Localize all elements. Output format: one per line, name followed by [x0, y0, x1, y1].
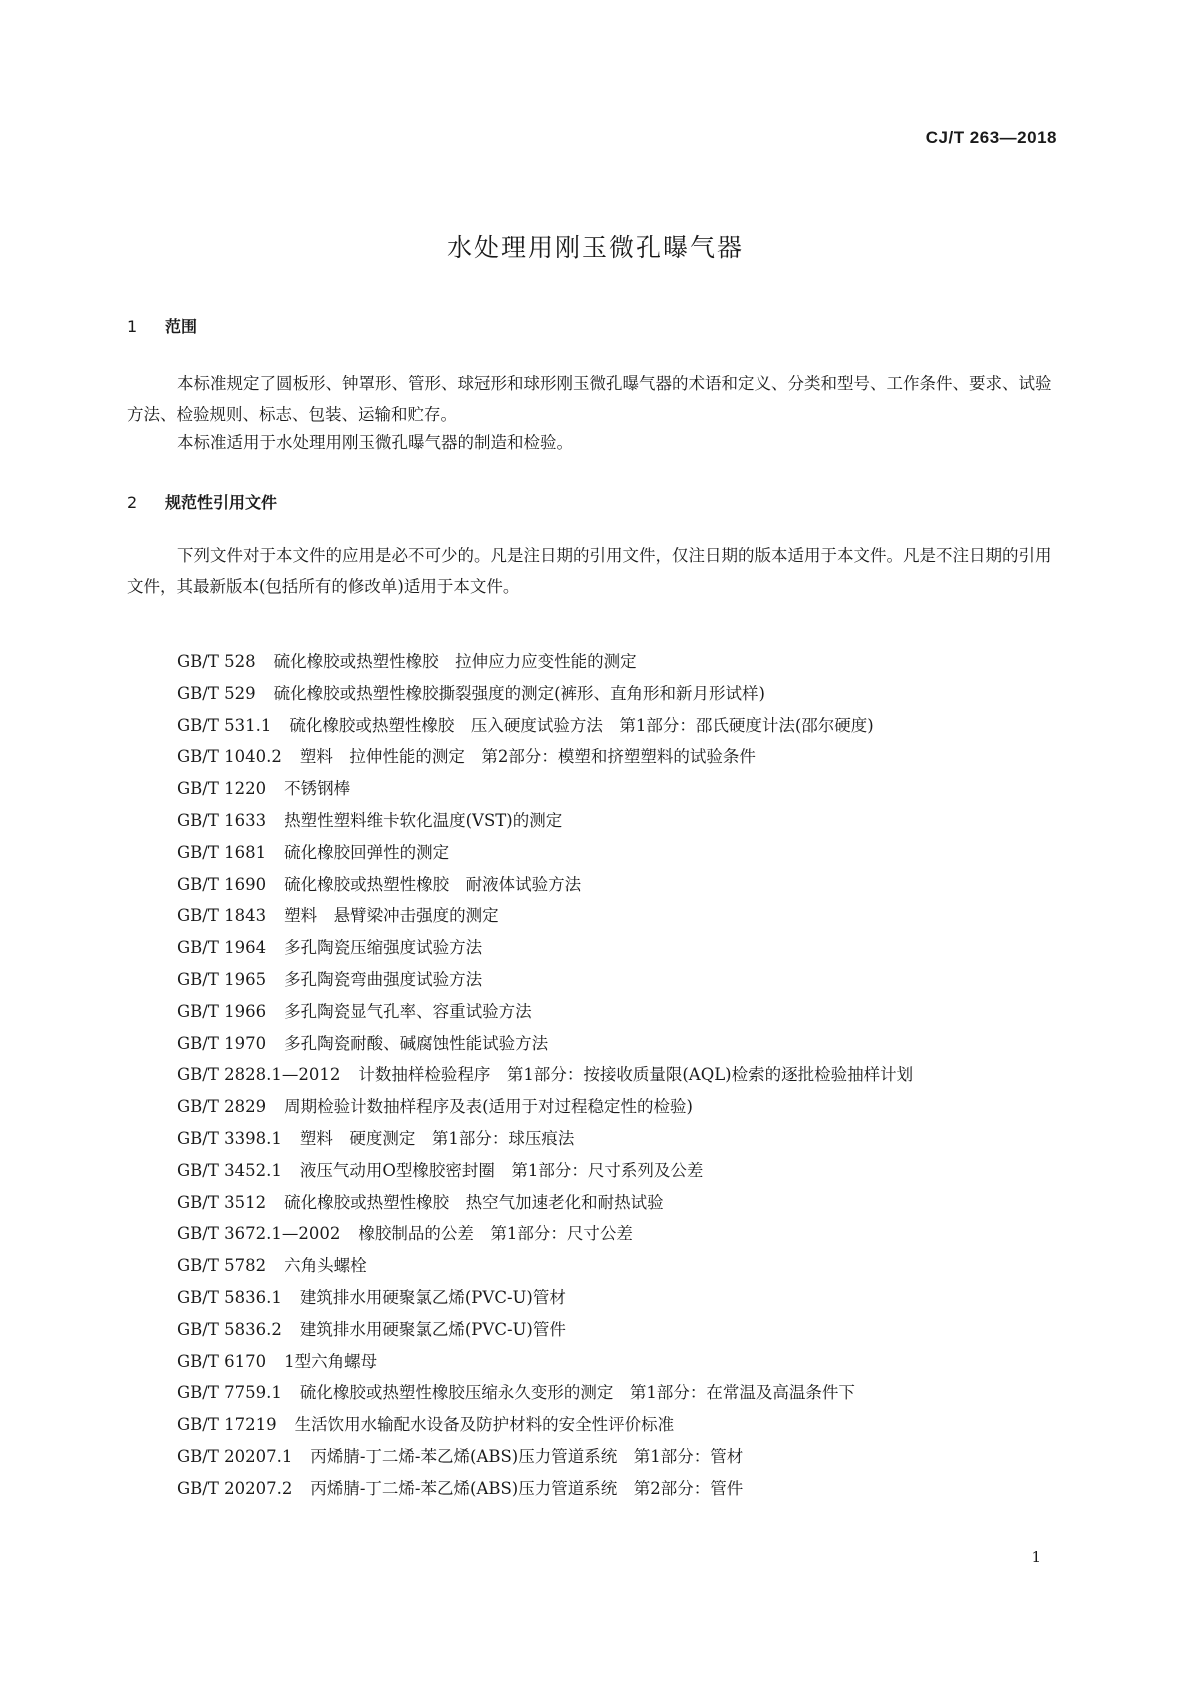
reference-item: [127, 1441, 1063, 1473]
reference-title: 不锈钢棒: [284, 779, 351, 799]
reference-title: 硫化橡胶或热塑性橡胶 耐液体试验方法: [284, 874, 582, 894]
reference-code: GB/T 531.1: [177, 715, 272, 735]
reference-code: GB/T 5836.2: [177, 1319, 282, 1339]
reference-code: GB/T 1843: [177, 906, 267, 926]
reference-item: [127, 1314, 1063, 1346]
reference-item: [127, 1028, 1063, 1060]
reference-item: [127, 710, 1063, 742]
reference-code: GB/T 1690: [177, 874, 267, 894]
reference-code: GB/T 529: [177, 683, 256, 703]
reference-title: 丙烯腈-丁二烯-苯乙烯(ABS)压力管道系统 第2部分：管件: [310, 1478, 744, 1498]
reference-item: [127, 1282, 1063, 1314]
reference-code: GB/T 1633: [177, 810, 267, 830]
page-number: 1: [1031, 1548, 1041, 1566]
reference-code: GB/T 3672.1—2002: [177, 1224, 341, 1244]
reference-item: [127, 1155, 1063, 1187]
reference-title: 周期检验计数抽样程序及表(适用于对过程稳定性的检验): [284, 1097, 693, 1117]
reference-title: 多孔陶瓷耐酸、碱腐蚀性能试验方法: [284, 1033, 549, 1053]
reference-code: GB/T 17219: [177, 1415, 277, 1435]
reference-code: GB/T 20207.1: [177, 1446, 293, 1466]
reference-code: GB/T 1965: [177, 969, 267, 989]
reference-item: [127, 1377, 1063, 1409]
reference-title: 橡胶制品的公差 第1部分：尺寸公差: [358, 1224, 633, 1244]
reference-title: 多孔陶瓷压缩强度试验方法: [284, 938, 483, 958]
reference-item: [127, 869, 1063, 901]
reference-item: [127, 1059, 1063, 1091]
standard-code: CJ/T 263—2018: [925, 128, 1057, 147]
reference-title: 丙烯腈-丁二烯-苯乙烯(ABS)压力管道系统 第1部分：管材: [310, 1446, 744, 1466]
reference-item: [127, 900, 1063, 932]
section-1-title: 范围: [165, 317, 198, 336]
reference-code: GB/T 20207.2: [177, 1478, 293, 1498]
reference-code: GB/T 1966: [177, 1001, 267, 1021]
section-1-paragraph-1: 本标准规定了圆板形、钟罩形、管形、球冠形和球形刚玉微孔曝气器的术语和定义、分类和型号、工作条件、要求、试验方法、检验规则、标志、包装、运输和贮存。: [127, 374, 1052, 424]
reference-title: 塑料 硬度测定 第1部分：球压痕法: [299, 1128, 575, 1148]
reference-code: GB/T 1964: [177, 938, 267, 958]
reference-code: GB/T 1040.2: [177, 747, 282, 767]
section-2-heading: [127, 490, 277, 513]
section-2-title: 规范性引用文件: [165, 493, 278, 512]
reference-title: 硫化橡胶或热塑性橡胶 压入硬度试验方法 第1部分：邵氏硬度计法(邵尔硬度): [289, 715, 874, 735]
reference-code: GB/T 1220: [177, 779, 267, 799]
section-1-paragraph-2: 本标准适用于水处理用刚玉微孔曝气器的制造和检验。: [177, 433, 573, 452]
reference-code: GB/T 2828.1—2012: [177, 1065, 341, 1085]
reference-item: [127, 837, 1063, 869]
section-1-heading: [127, 314, 197, 337]
reference-item: [127, 1409, 1063, 1441]
reference-title: 计数抽样检验程序 第1部分：按接收质量限(AQL)检索的逐批检验抽样计划: [358, 1065, 914, 1085]
reference-title: 热塑性塑料维卡软化温度(VST)的测定: [284, 810, 563, 830]
reference-title: 多孔陶瓷显气孔率、容重试验方法: [284, 1001, 532, 1021]
reference-title: 1型六角螺母: [284, 1351, 378, 1371]
reference-code: GB/T 7759.1: [177, 1383, 282, 1403]
reference-code: GB/T 5836.1: [177, 1287, 282, 1307]
reference-code: GB/T 3512: [177, 1192, 267, 1212]
reference-item: [127, 1346, 1063, 1378]
reference-title: 塑料 悬臂梁冲击强度的测定: [284, 906, 499, 926]
reference-item: [127, 1187, 1063, 1219]
section-2-intro: 下列文件对于本文件的应用是必不可少的。凡是注日期的引用文件，仅注日期的版本适用于本文件。凡是不注日期的引用文件，其最新版本(包括所有的修改单)适用于本文件。: [127, 546, 1052, 596]
section-1-number: 1: [127, 317, 138, 336]
reference-item: [127, 1123, 1063, 1155]
reference-title: 硫化橡胶回弹性的测定: [284, 842, 450, 862]
reference-item: [127, 964, 1063, 996]
reference-title: 硫化橡胶或热塑性橡胶压缩永久变形的测定 第1部分：在常温及高温条件下: [299, 1383, 855, 1403]
reference-list: [127, 646, 1063, 1505]
reference-title: 建筑排水用硬聚氯乙烯(PVC-U)管材: [299, 1287, 566, 1307]
reference-title: 塑料 拉伸性能的测定 第2部分：模塑和挤塑塑料的试验条件: [299, 747, 756, 767]
reference-item: [127, 805, 1063, 837]
reference-item: [127, 1218, 1063, 1250]
reference-code: GB/T 3452.1: [177, 1160, 282, 1180]
reference-code: GB/T 5782: [177, 1256, 267, 1276]
reference-title: 多孔陶瓷弯曲强度试验方法: [284, 969, 483, 989]
reference-item: [127, 1250, 1063, 1282]
reference-code: GB/T 6170: [177, 1351, 267, 1371]
reference-item: [127, 1473, 1063, 1505]
reference-code: GB/T 528: [177, 652, 256, 671]
reference-code: GB/T 2829: [177, 1097, 267, 1117]
reference-title: 建筑排水用硬聚氯乙烯(PVC-U)管件: [299, 1319, 566, 1339]
section-2-number: 2: [127, 493, 138, 512]
reference-title: 硫化橡胶或热塑性橡胶 热空气加速老化和耐热试验: [284, 1192, 664, 1212]
reference-title: 六角头螺栓: [284, 1256, 367, 1276]
reference-title: 硫化橡胶或热塑性橡胶 拉伸应力应变性能的测定: [273, 652, 637, 671]
reference-item: [127, 773, 1063, 805]
reference-item: [127, 932, 1063, 964]
reference-code: GB/T 3398.1: [177, 1128, 282, 1148]
document-title: 水处理用刚玉微孔曝气器: [446, 233, 744, 262]
reference-code: GB/T 1681: [177, 842, 267, 862]
reference-item: [127, 741, 1063, 773]
reference-item: [127, 678, 1063, 710]
reference-title: 生活饮用水输配水设备及防护材料的安全性评价标准: [294, 1415, 675, 1435]
reference-title: 液压气动用O型橡胶密封圈 第1部分：尺寸系列及公差: [299, 1160, 704, 1180]
reference-item: [127, 1091, 1063, 1123]
reference-code: GB/T 1970: [177, 1033, 267, 1053]
reference-item: [127, 996, 1063, 1028]
reference-item: [127, 646, 1063, 678]
reference-title: 硫化橡胶或热塑性橡胶撕裂强度的测定(裤形、直角形和新月形试样): [273, 683, 765, 703]
